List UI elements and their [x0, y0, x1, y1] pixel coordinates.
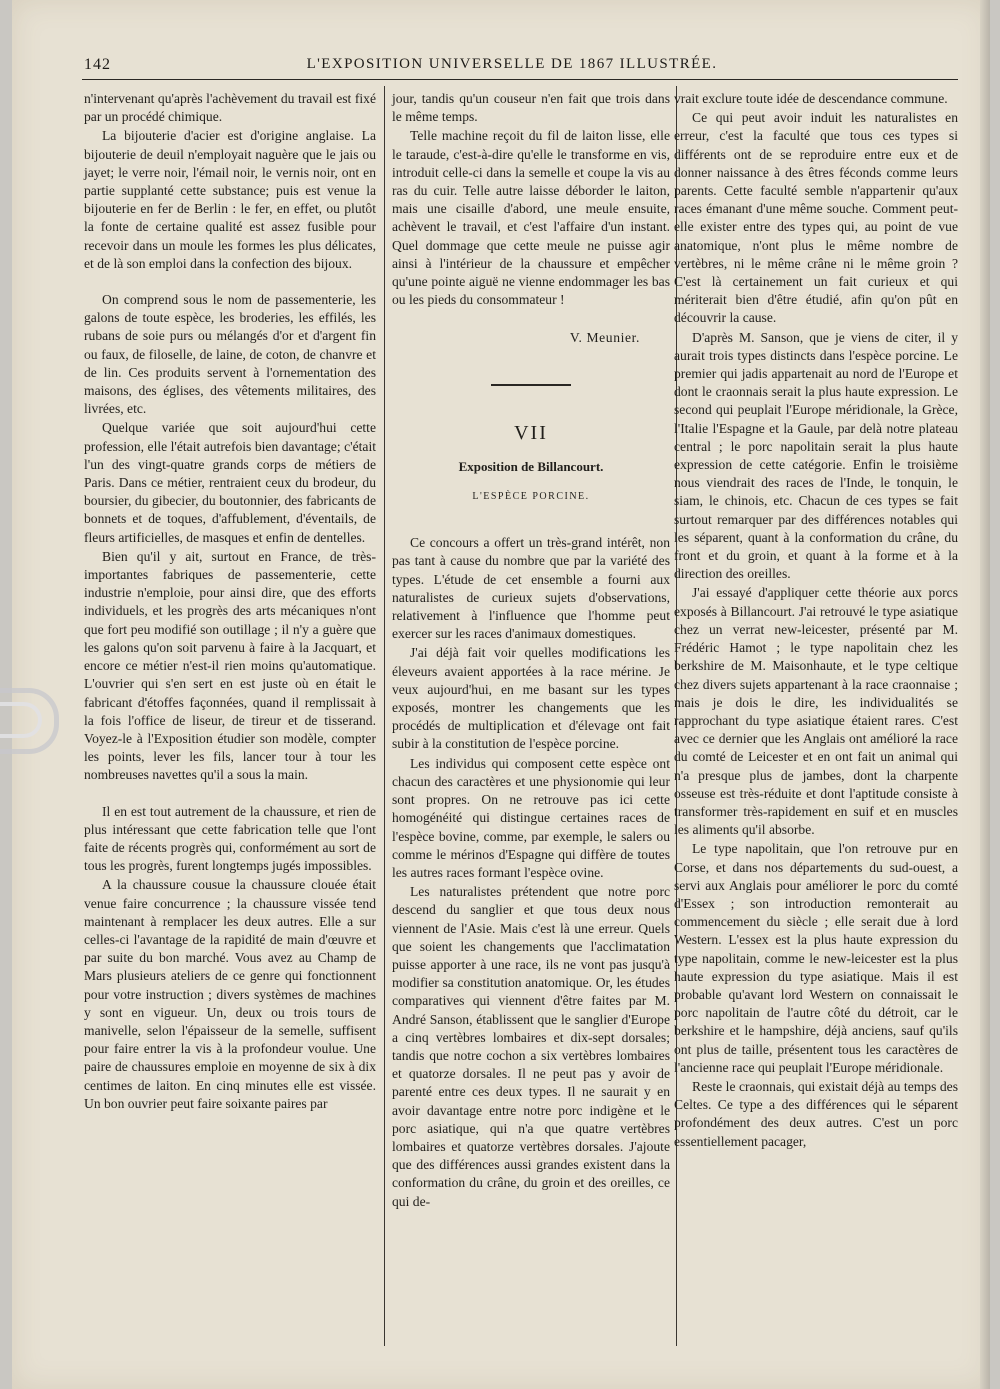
paragraph: Le type napolitain, que l'on retrouve pur en Corse, et dans nos départements du sud-ouest, a servi aux Anglais pour améliorer le porc du comté d'Essex ; son introduction remonterait au commencement du siècle ; elle serait due à lord Western. L'essex est la plus haute expression du type napolitain, comme le new-leicester est la plus haute expression du type asiatique. Mais il est probable qu'avant lord Western on connaissait le porc napolitain de l'autre côté du détroit, car le berkshire et le hampshire, déjà anciens, sauf qu'ils ont plus de taille, présentent tous les caractères de l'ancienne race qui peuplait l'Europe méridionale.	[674, 841, 958, 1075]
paragraph: J'ai déjà fait voir quelles modifications les éleveurs avaient apportées à la race mérine. Je veux aujourd'hui, en me basant sur les types exposés, montrer les changements que les procédés de multiplication et d'élevage ont fait subir à la constitution de l'espèce porcine.	[392, 645, 670, 752]
page-header	[72, 56, 952, 78]
section-title: Exposition de Billancourt.	[458, 458, 604, 474]
paragraph: Quelque variée que soit aujourd'hui cette profession, elle l'était autrefois bien davantage; c'était l'un des vingt-quatre grands corps de métiers de Paris. Dans ce métier, rentraient ceux du brodeur, du boursier, du gibecier, du boutonnier, des fabricants de bonnets et de toques, d'affublement, d'éventails, de fleurs artificielles, de masques et enfin de dentelles.	[84, 420, 376, 545]
paragraph: D'après M. Sanson, que je viens de citer, il y aurait trois types distincts dans l'espèce porcine. Le premier qui jadis appartenait au nord de l'Europe et dont le craonnais serait la plus haute expression. Le second qui peuplait l'Europe méridionale, la Grèce, l'Italie l'Espagne et la Gaule, par delà notre plateau central ; le porc napolitain serait la plus haute expression de cette catégorie. Enfin le troisième nous viendrait des races de l'Inde, le tonquin, le siam, le chinois, etc. Chacun de ces types se fait surtout remarquer par des différences notables qui les séparent, quant à la conformation du crâne, du front et du groin, et quant à la forme et à la direction des oreilles.	[674, 329, 958, 582]
paragraph: vrait exclure toute idée de descendance commune.	[674, 91, 948, 106]
paragraph: Il en est tout autrement de la chaussure, et rien de plus intéressant que cette fabrication telle que l'ont faite de récents progrès qui, conformément au sort de tous les progrès, furent longtemps jugés impossibles.	[84, 803, 376, 874]
paragraph: J'ai essayé d'appliquer cette théorie aux porcs exposés à Billancourt. J'ai retrouvé le type asiatique chez un verrat new-leicester, présenté par M. Frédéric Hamot ; le type napolitain chez les berkshire de M. Maisonhaute, et le type celtique chez divers sujets appartenant à la race craonnaise ; mais je dois le dire, les individualités se rapprochant du type asiatique étaient rares. C'est avec ce dernier que les Anglais ont amélioré la race du comté de Leicester et en ont fait un animal qui n'a presque plus de jambes, dont la charpente osseuse est très-réduite et dont l'aptitude consiste à transformer très-rapidement en suif et en muscles les aliments qu'il absorbe.	[674, 585, 958, 838]
section-subtitle: L'ESPÈCE PORCINE.	[472, 491, 590, 503]
running-title: L'EXPOSITION UNIVERSELLE DE 1867 ILLUSTRÉE.	[306, 56, 718, 72]
column-2	[392, 90, 670, 1212]
paragraph: Les individus qui composent cette espèce ont chacun des caractères et une physionomie qui leur sont propres. On ne retrouve pas ici cette homogénéité qui distingue certaines races de l'espèce bovine, comme, par exemple, le salers ou comme le mérinos d'Espagne qui diffère de toutes les autres races formant l'espèce ovine.	[392, 755, 670, 880]
paragraph: Ce qui peut avoir induit les naturalistes en erreur, c'est la faculté que tous ces types si différents ont de se reproduire entre eux et de donner naissance à des êtres féconds comme leurs parents. Cette faculté semble n'appartenir qu'aux races émanant d'une même souche. Comment peut-elle exister entre des types qui, au point de vue anatomique, n'ont plus le même nombre de vertèbres, ni le même crâne ni le même groin ? C'est là certainement un fait curieux et qui mériterait bien d'être étudié, afin qu'on pût en découvrir la cause.	[674, 110, 958, 326]
paragraph: Reste le craonnais, qui existait déjà au temps des Celtes. Ce type a des différences qui le séparent profondément des deux autres. C'est un porc essentiellement pacager,	[674, 1078, 958, 1149]
newspaper-page	[12, 0, 990, 1389]
page-edge	[980, 0, 990, 1389]
paragraph: Les naturalistes prétendent que notre porc descend du sanglier et que tous deux nous viennent de l'Asie. Mais c'est là une erreur. Quels que soient les changements que l'acclimatation puisse apporter à une race, ils ne vont pas jusqu'à modifier sa constitution anatomique. Or, les études comparatives qui viennent d'être faites par M. André Sanson, établissent que le sanglier d'Europe a cinq vertèbres lombaires et dix-sept dorsales; tandis que notre cochon a six vertèbres lombaires et quatorze dorsales. Il ne peut pas y avoir de parenté entre ces deux types. Il ne saurait y en avoir davantage entre notre porc indigène et le porc asiatique, qui n'a que quatre vertèbres lombaires et quatorze vertèbres dorsales. J'ajoute que des différences aussi grandes existent dans la conformation du crâne, du groin et des oreilles, ce qui de-	[392, 884, 670, 1209]
section-number: VII	[514, 421, 548, 444]
paragraph: Telle machine reçoit du fil de laiton lisse, elle le taraude, c'est-à-dire qu'elle le transforme en vis, introduit celle-ci dans la semelle et coupe la vis au ras du cuir. Telle autre laisse déborder le laiton, mais une cisaille d'abord, une meule ensuite, achèvent le travail, et c'est l'affaire d'un instant. Quel dommage que cette meule ne puisse agir ainsi à l'intérieur de la chaussure et empêcher qu'une pointe aiguë ne vienne endommager les bas ou les pieds du consommateur !	[392, 128, 670, 308]
column-3	[674, 90, 958, 1152]
column-1	[84, 90, 376, 1114]
paragraph: Bien qu'il y ait, surtout en France, de très-importantes fabriques de passementerie, cette industrie n'emploie, pour ainsi dire, que des efforts individuels, et les progrès des arts mécaniques n'ont que fort peu modifié son outillage ; il n'y a guère que les galons qu'on soit parvenu à faire à la Jacquart, et encore ce métier n'est-il rien moins qu'automatique. L'ouvrier qui s'en sert en est juste où en était le fabricant d'étoffes façonnées, quand il remplissait à la fois l'office de liseur, de tireur et de tisserand. Voyez-le à l'Exposition étudier son modèle, compter les points, lever les fils, lancer tour à tour les nombreuses navettes qu'il a sous la main.	[84, 548, 376, 783]
page-number: 142	[84, 56, 111, 73]
column-divider	[384, 86, 385, 1346]
paragraph: A la chaussure cousue la chaussure clouée était venue faire concurrence ; la chaussure vissée tend maintenant à remplacer les deux autres. Elle a sur celles-ci l'avantage de la rapidité de main d'œuvre et par suite du bon marché. Vous avez au Champ de Mars plusieurs ateliers de ce genre qui fonctionnent pour votre instruction ; divers systèmes de machines y sont en vigueur. Un, deux ou trois tours de manivelle, selon l'épaisseur de la semelle, suffisent pour faire entrer la vis à la profondeur voulue. Une paire de chaussures emploie en moyenne de six à dix centimes de laiton. En cinq minutes elle est vissée. Un bon ouvrier peut faire soixante paires par	[84, 877, 376, 1111]
paragraph: Ce concours a offert un très-grand intérêt, non pas tant à cause du nombre que par la variété des types. L'étude de cet ensemble a fourni aux naturalistes de curieux sujets d'observations, relativement à l'influence que l'homme peut exercer sur les races d'animaux domestiques.	[392, 535, 670, 642]
paper-clip-inner	[0, 702, 42, 738]
paragraph: On comprend sous le nom de passementerie, les galons de toute espèce, les broderies, les effilés, les rubans de soie purs ou mélangés d'or et d'argent fin ou faux, de filoselle, de laine, de coton, de chanvre et de lin. Ces produits servent à l'ornementation des maisons, des églises, des vêtements militaires, des livrées, etc.	[84, 292, 376, 417]
paragraph: n'intervenant qu'après l'achèvement du travail est fixé par un procédé chimique.	[84, 91, 376, 125]
author-signature: V. Meunier.	[569, 330, 640, 346]
section-rule	[491, 384, 571, 386]
paragraph: La bijouterie d'acier est d'origine anglaise. La bijouterie de deuil n'employait naguère que le jais ou jayet; le verre noir, l'émail noir, le vernis noir, ont en partie supplanté cette substance; puis est venue la bijouterie en fer de Berlin : le fer, en effet, ou plutôt la fonte de certaine qualité est assez fusible pour recevoir dans un moule les formes les plus délicates, et de là son emploi dans la confection des bijoux.	[84, 128, 376, 271]
paragraph: jour, tandis qu'un couseur n'en fait que trois dans le même temps.	[392, 91, 670, 125]
header-rule	[82, 79, 958, 80]
